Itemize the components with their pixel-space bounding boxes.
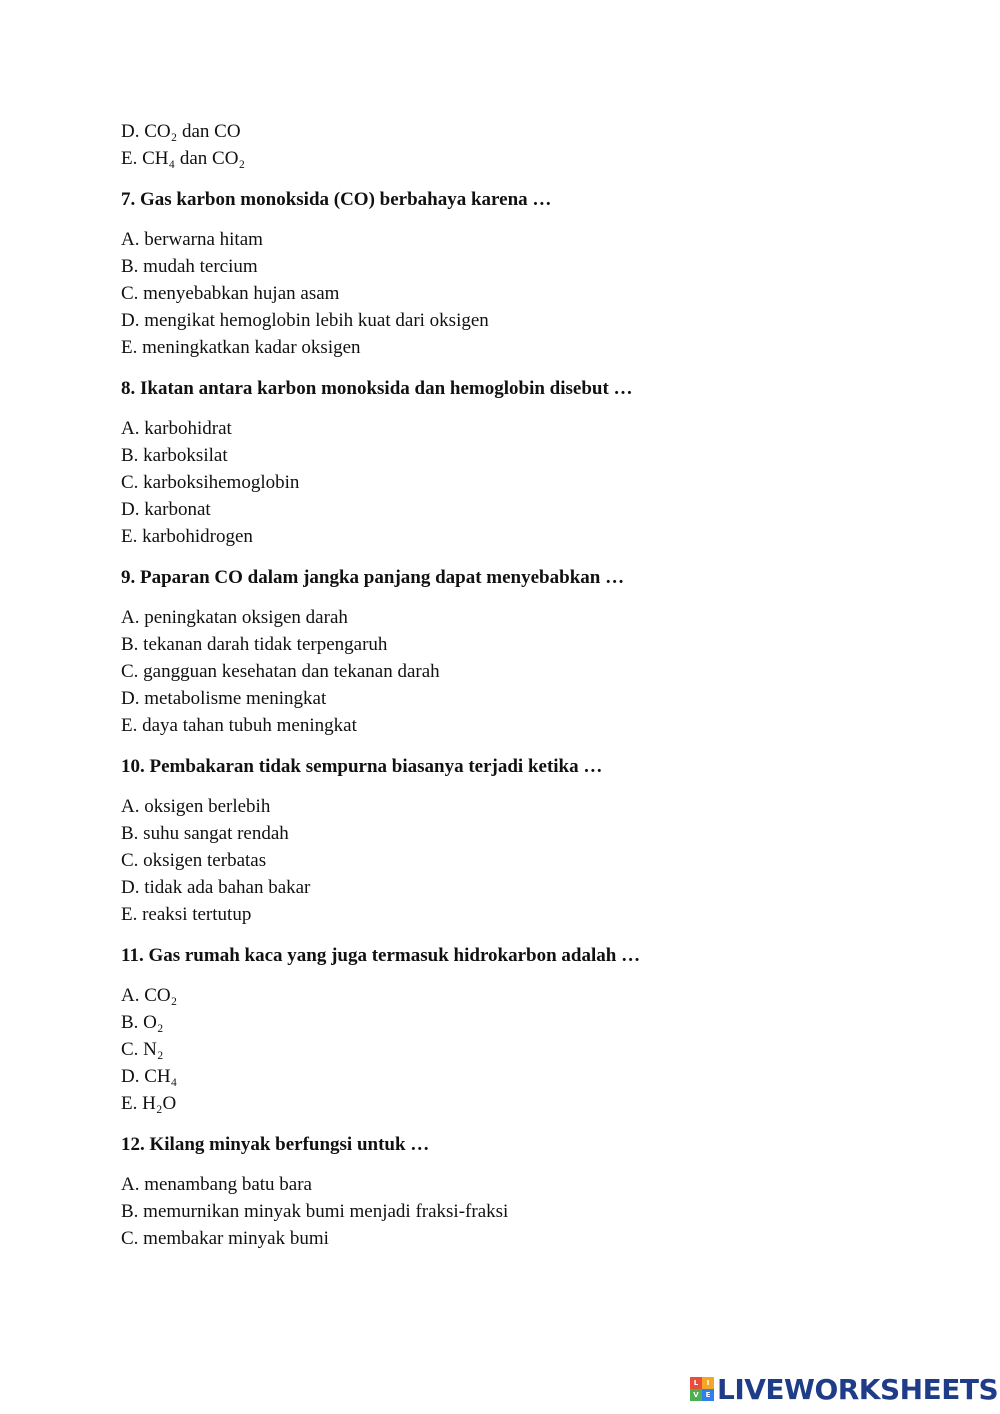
- answer-option[interactable]: C. N₂: [121, 1039, 164, 1060]
- answer-option[interactable]: A. menambang batu bara: [121, 1174, 312, 1195]
- answer-option[interactable]: B. suhu sangat rendah: [121, 823, 289, 844]
- answer-option[interactable]: A. oksigen berlebih: [121, 796, 271, 817]
- answer-option[interactable]: D. mengikat hemoglobin lebih kuat dari oksigen: [121, 310, 489, 331]
- question-11: [121, 942, 881, 1117]
- answer-option[interactable]: C. membakar minyak bumi: [121, 1228, 329, 1249]
- answer-option[interactable]: E. karbohidrogen: [121, 526, 253, 547]
- liveworksheets-logo-icon: [690, 1377, 714, 1401]
- answer-option[interactable]: A. CO₂: [121, 985, 178, 1006]
- answer-option[interactable]: D. CH₄: [121, 1066, 178, 1087]
- answer-option[interactable]: D. tidak ada bahan bakar: [121, 877, 311, 898]
- question-text: 12. Kilang minyak berfungsi untuk …: [121, 1134, 430, 1155]
- question-text: 11. Gas rumah kaca yang juga termasuk hidrokarbon adalah …: [121, 945, 641, 966]
- answer-option[interactable]: D. karbonat: [121, 499, 211, 520]
- worksheet-page: [121, 118, 881, 1252]
- answer-option[interactable]: E. H₂O: [121, 1093, 177, 1114]
- question-text: 8. Ikatan antara karbon monoksida dan hemoglobin disebut …: [121, 378, 633, 399]
- logo-text: LIVEWORKSHEETS: [717, 1372, 999, 1406]
- answer-option[interactable]: E. CH₄ dan CO₂: [121, 148, 246, 169]
- answer-option[interactable]: C. karboksihemoglobin: [121, 472, 300, 493]
- previous-question-options: [121, 118, 881, 172]
- question-8: [121, 375, 881, 550]
- answer-option[interactable]: C. oksigen terbatas: [121, 850, 267, 871]
- logo-icon-square: V: [690, 1389, 702, 1401]
- question-12: [121, 1131, 881, 1252]
- logo-icon-square: I: [702, 1377, 714, 1389]
- answer-option[interactable]: A. peningkatan oksigen darah: [121, 607, 348, 628]
- answer-option[interactable]: E. meningkatkan kadar oksigen: [121, 337, 361, 358]
- answer-option[interactable]: B. mudah tercium: [121, 256, 258, 277]
- question-text: 9. Paparan CO dalam jangka panjang dapat menyebabkan …: [121, 567, 625, 588]
- answer-option[interactable]: A. berwarna hitam: [121, 229, 263, 250]
- answer-option[interactable]: B. O₂: [121, 1012, 164, 1033]
- logo-icon-square: E: [702, 1389, 714, 1401]
- logo-icon-square: L: [690, 1377, 702, 1389]
- answer-option[interactable]: E. daya tahan tubuh meningkat: [121, 715, 357, 736]
- answer-option[interactable]: E. reaksi tertutup: [121, 904, 252, 925]
- liveworksheets-logo: [690, 1373, 998, 1405]
- answer-option[interactable]: C. gangguan kesehatan dan tekanan darah: [121, 661, 440, 682]
- question-text: 7. Gas karbon monoksida (CO) berbahaya karena …: [121, 189, 552, 210]
- question-text: 10. Pembakaran tidak sempurna biasanya terjadi ketika …: [121, 756, 603, 777]
- question-7: [121, 186, 881, 361]
- answer-option[interactable]: B. memurnikan minyak bumi menjadi fraksi-fraksi: [121, 1201, 509, 1222]
- question-9: [121, 564, 881, 739]
- answer-option[interactable]: A. karbohidrat: [121, 418, 232, 439]
- answer-option[interactable]: B. tekanan darah tidak terpengaruh: [121, 634, 388, 655]
- answer-option[interactable]: B. karboksilat: [121, 445, 228, 466]
- answer-option[interactable]: D. CO₂ dan CO: [121, 121, 241, 142]
- answer-option[interactable]: C. menyebabkan hujan asam: [121, 283, 340, 304]
- answer-option[interactable]: D. metabolisme meningkat: [121, 688, 327, 709]
- question-10: [121, 753, 881, 928]
